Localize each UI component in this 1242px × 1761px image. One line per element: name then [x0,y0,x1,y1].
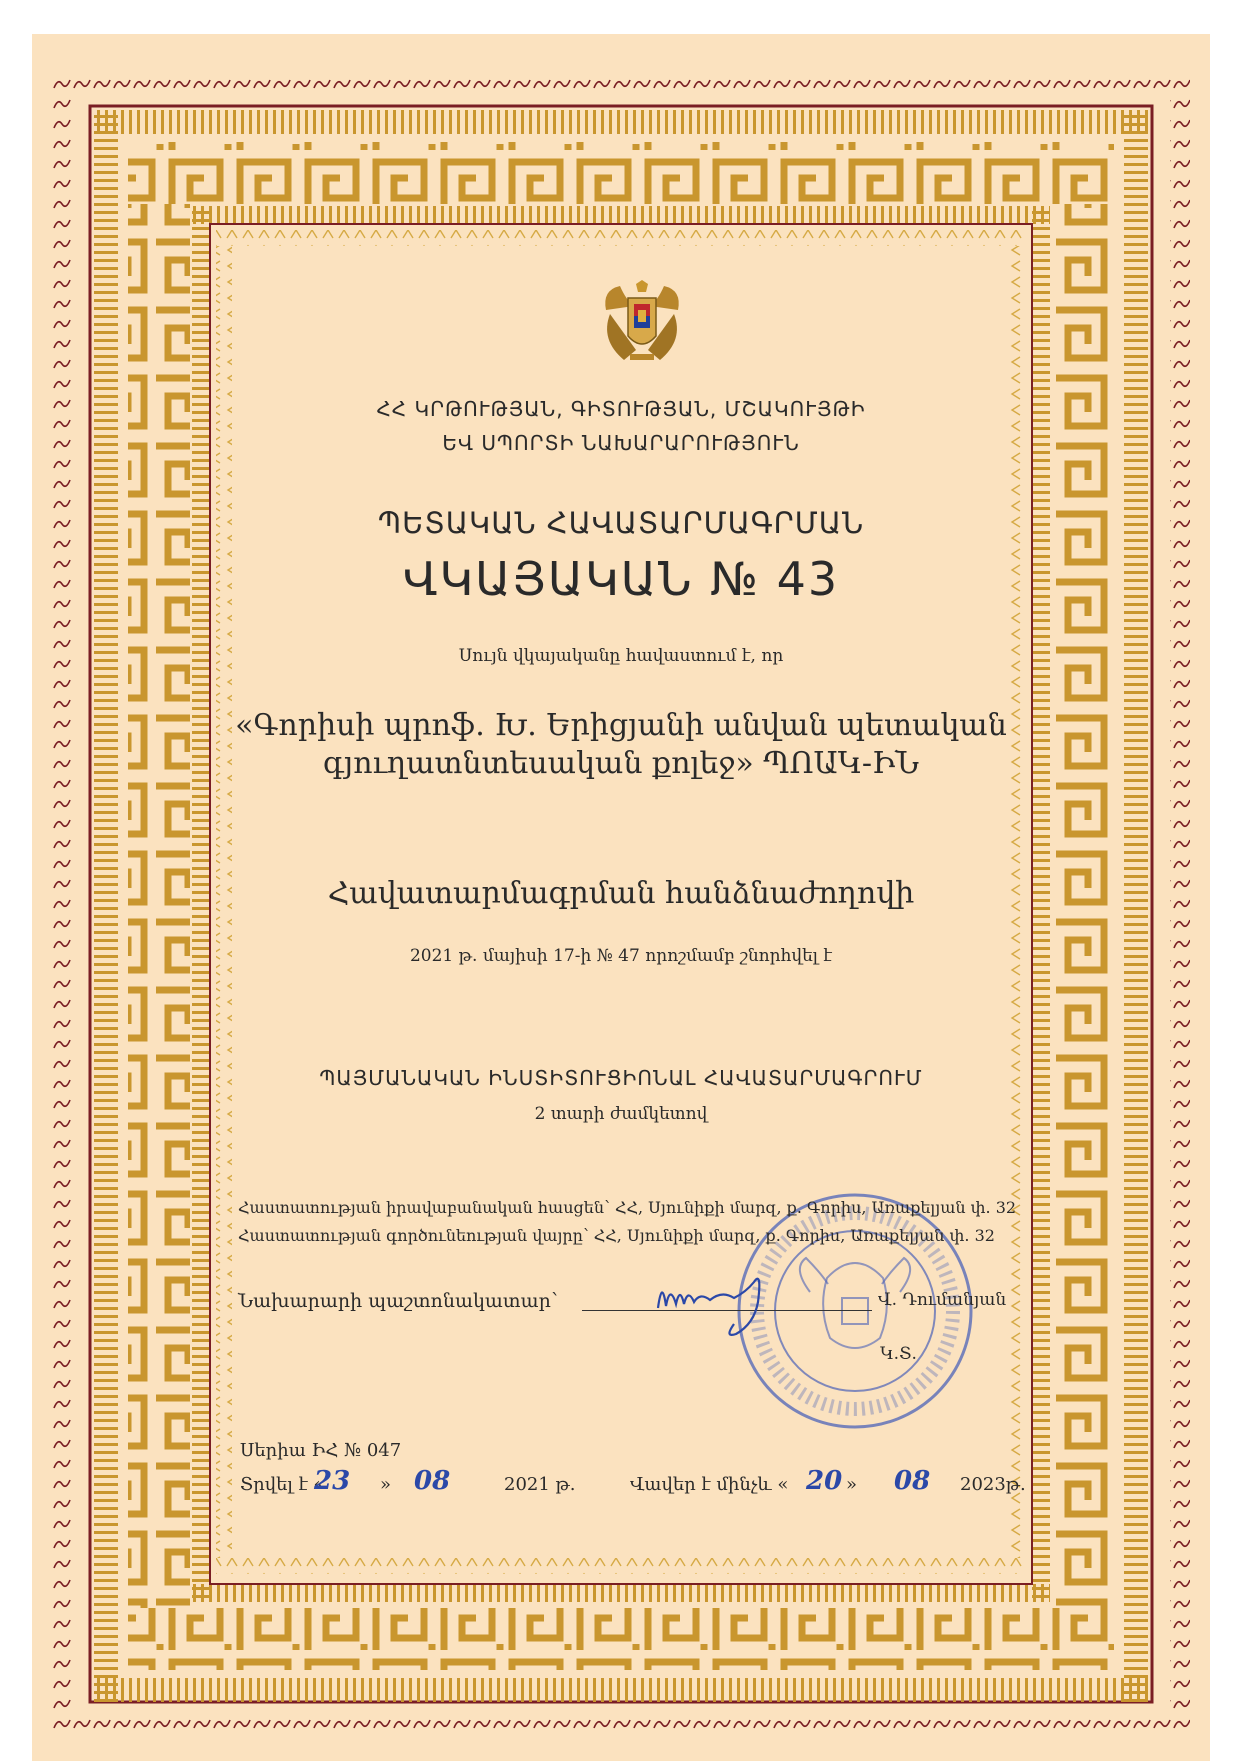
organization-name-line2: գյուղատնտեսական քոլեջ» ՊՈԱԿ-ԻՆ [322,746,919,781]
issued-prefix: Տրվել է « [240,1474,325,1495]
series-number: Սերիա ԻՀ № 047 [240,1440,402,1461]
valid-day: 20 [806,1466,843,1496]
decision-text: 2021 թ. մայիսի 17-ի № 47 որոշմամբ շնորհվել է [409,946,833,966]
valid-year: 2023թ. [960,1474,1026,1495]
coat-of-arms-emblem [596,280,688,368]
ministry-name-line1: ՀՀ ԿՐԹՈՒԹՅԱՆ, ԳԻՏՈՒԹՅԱՆ, ՄՇԱԿՈՒՅԹԻ [376,397,866,421]
certificate-intro: Սույն վկայականը հավաստում է, որ [458,646,784,666]
valid-until-prefix: Վավեր է մինչև « [630,1474,789,1495]
signatory-name: Վ. Դումանյան [878,1290,1007,1310]
organization-name-line1: «Գորիսի պրոֆ. Խ. Երիցյանի անվան պետական [235,708,1007,743]
issued-year: 2021 թ. [504,1474,576,1495]
valid-month: 08 [894,1466,931,1496]
certificate-number-title: ՎԿԱՅԱԿԱՆ № 43 [402,552,840,606]
accreditation-type: ՊԱՅՄԱՆԱԿԱՆ ԻՆՍՏԻՏՈՒՑԻՈՆԱԼ ՀԱՎԱՏԱՐՄԱԳՐՈՒՄ [319,1066,923,1090]
issued-month: 08 [414,1466,451,1496]
issued-day: 23 [314,1466,351,1496]
issued-day-close: » [380,1474,392,1495]
certificate-type-title: ՊԵՏԱԿԱՆ ՀԱՎԱՏԱՐՄԱԳՐՄԱՆ [377,506,865,540]
handwritten-signature [650,1262,780,1342]
activity-address: Հաստատության գործունեության վայրը՝ ՀՀ, Սյունիքի մարզ, ք. Գորիս, Առաքելյան փ. 32 [238,1226,995,1245]
seal-place-label: Կ.Տ. [880,1344,917,1364]
committee-heading: Հավատարմագրման հանձնաժողովի [327,876,915,911]
ministry-name-line2: ԵՎ ՍՊՈՐՏԻ ՆԱԽԱՐԱՐՈՒԹՅՈՒՆ [442,431,800,455]
signatory-title: Նախարարի պաշտոնակատար՝ [238,1290,558,1312]
valid-day-close: » [846,1474,858,1495]
legal-address: Հաստատության իրավաբանական հասցեն՝ ՀՀ, Սյունիքի մարզ, ք. Գորիս, Առաքելյան փ. 32 [238,1198,1017,1217]
issue-validity-line [240,1466,1040,1506]
accreditation-duration: 2 տարի ժամկետով [534,1104,708,1124]
